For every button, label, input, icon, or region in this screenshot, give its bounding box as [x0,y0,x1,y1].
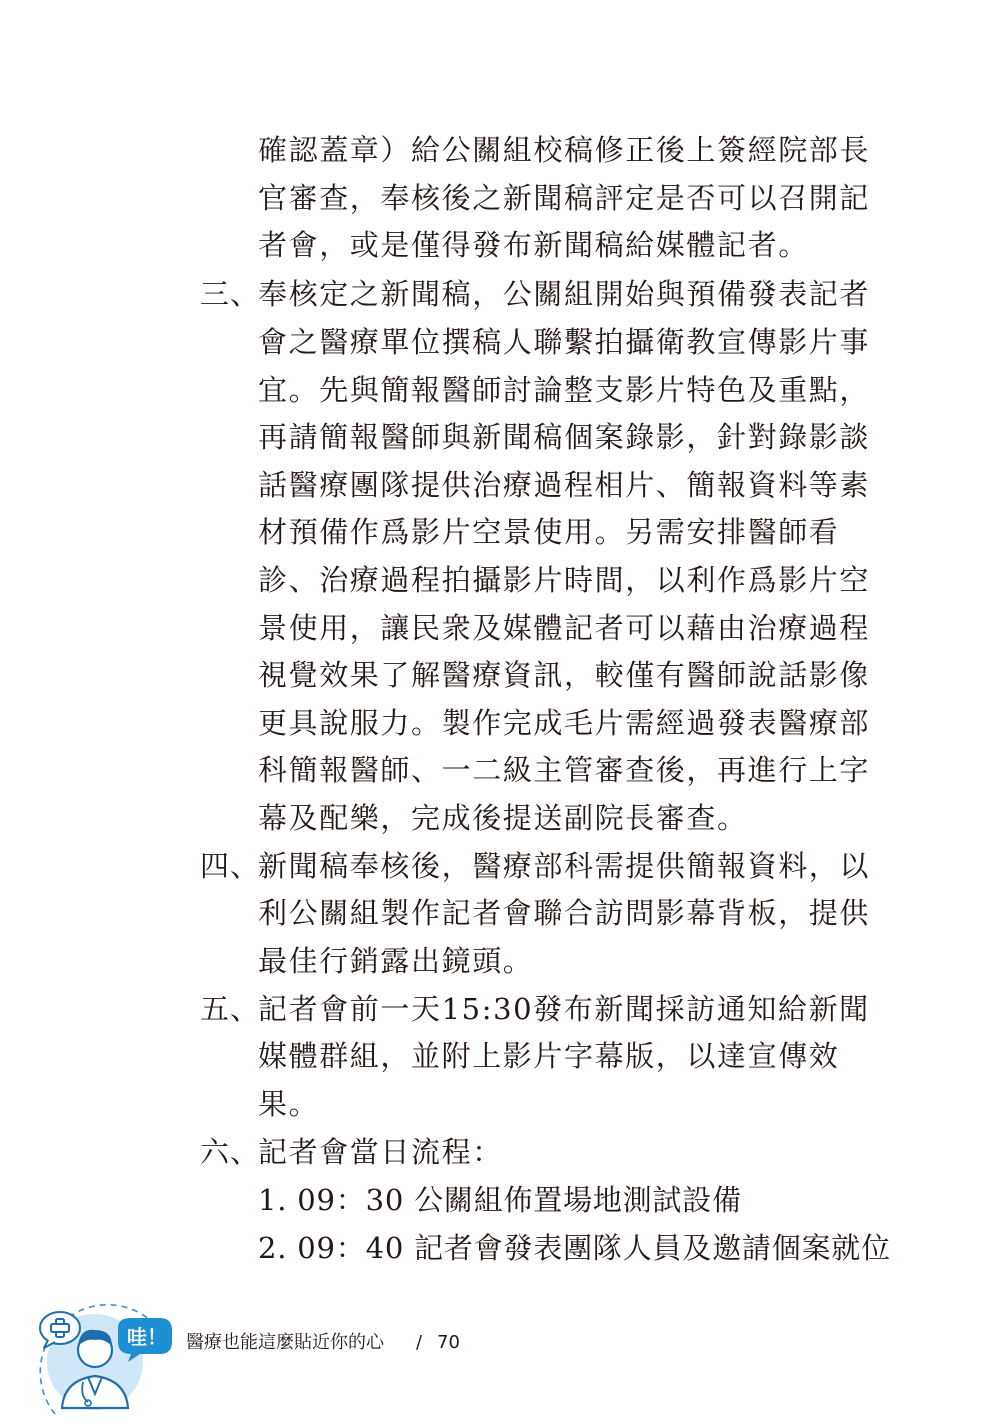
text-line: 材預備作爲影片空景使用。另需安排醫師看 [258,515,840,549]
page-footer [0,1290,1000,1419]
text-line: 景使用，讓民衆及媒體記者可以藉由治療過程 [258,611,871,645]
text-line: 科簡報醫師、一二級主管審查後，再進行上字 [258,753,871,787]
text-line: 確認蓋章）給公關組校稿修正後上簽經院部長 [258,133,871,167]
item-number: 六、 [200,1135,261,1169]
text-line: 記者會前一天15:30發布新聞採訪通知給新聞 [258,992,870,1026]
text-line: 最佳行銷露出鏡頭。 [258,944,534,978]
item-number: 五、 [200,992,261,1026]
text-line: 會之醫療單位撰稿人聯繫拍攝衛教宣傳影片事 [258,325,871,359]
text-line: 媒體群組，並附上影片字幕版，以達宣傳效 [258,1039,840,1073]
page-number: 70 [437,1332,460,1353]
text-line: 奉核定之新聞稿，公關組開始與預備發表記者 [258,277,871,311]
text-line: 官審查，奉核後之新聞稿評定是否可以召開記 [258,181,871,215]
text-line: 利公關組製作記者會聯合訪問影幕背板，提供 [258,896,871,930]
book-title: 醫療也能這麼貼近你的心 [186,1332,384,1353]
text-line: 視覺效果了解醫療資訊，較僅有醫師說話影像 [258,658,871,692]
schedule-item: 1. 09：30 公關組佈置場地測試設備 [258,1183,742,1217]
text-line: 新聞稿奉核後，醫療部科需提供簡報資料，以 [258,849,871,883]
text-line: 果。 [258,1087,320,1121]
text-line: 診、治療過程拍攝影片時間，以利作爲影片空 [258,563,871,597]
item-number: 四、 [200,849,261,883]
text-line: 者會，或是僅得發布新聞稿給媒體記者。 [258,228,809,262]
text-line: 再請簡報醫師與新聞稿個案錄影，針對錄影談 [258,420,871,454]
text-line: 話醫療團隊提供治療過程相片、簡報資料等素 [258,468,871,502]
text-line: 記者會當日流程： [258,1135,503,1169]
title-separator: / [416,1332,423,1353]
text-line: 幕及配樂，完成後提送副院長審查。 [258,801,748,835]
doctor-avatar-icon [0,1290,200,1419]
badge-text: 哇！ [127,1325,167,1349]
text-line: 更具說服力。製作完成毛片需經過發表醫療部 [258,706,871,740]
schedule-item: 2. 09：40 記者會發表團隊人員及邀請個案就位 [258,1231,891,1265]
text-line: 宜。先與簡報醫師討論整支影片特色及重點， [258,373,871,407]
item-number: 三、 [200,277,261,311]
